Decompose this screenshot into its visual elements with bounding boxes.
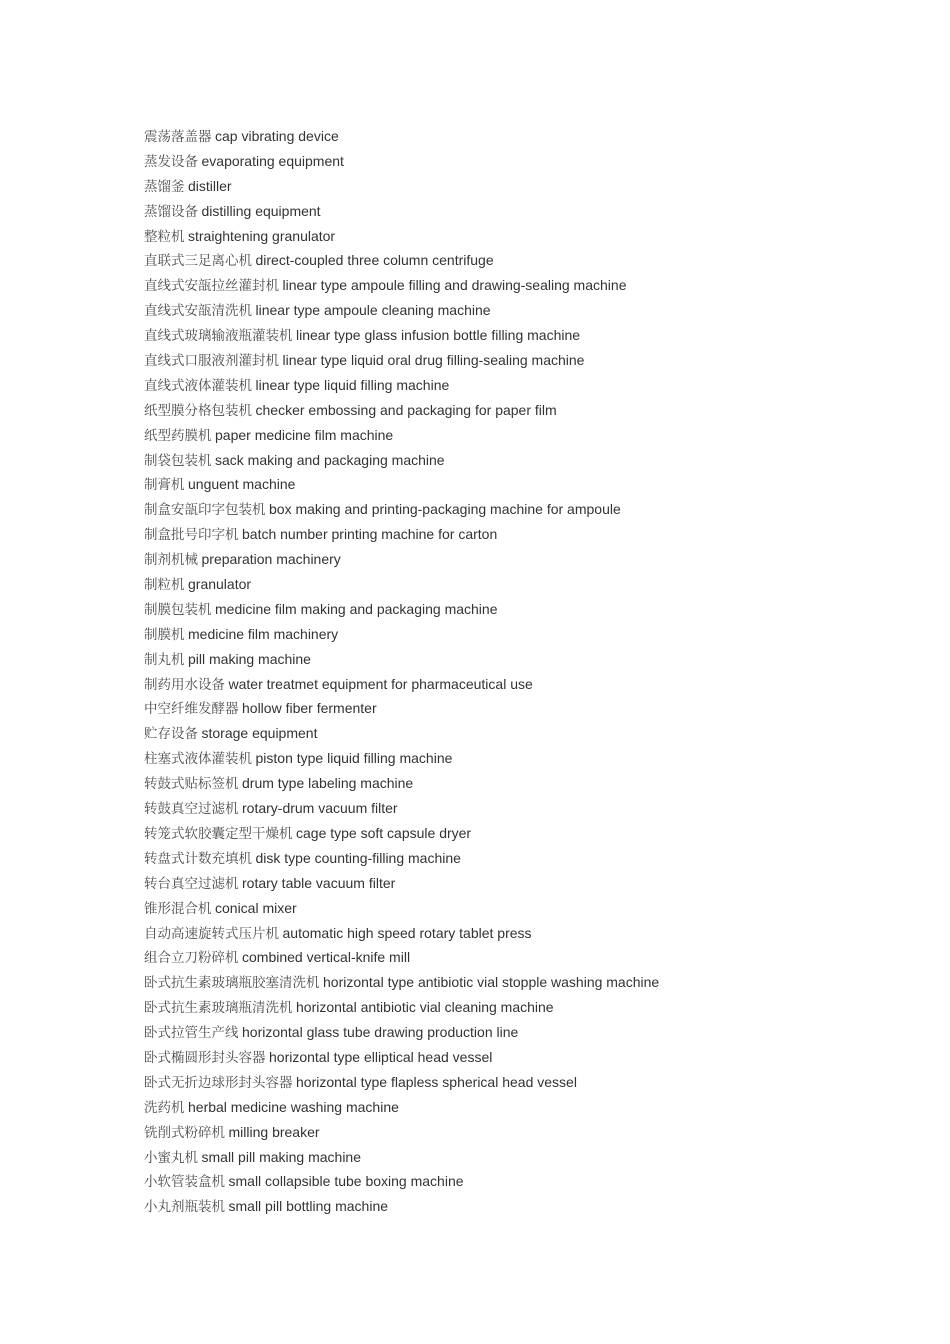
english-term: checker embossing and packaging for paper film xyxy=(255,401,557,418)
chinese-term: 纸型药膜机 xyxy=(144,427,212,444)
chinese-term: 直线式玻璃输液瓶灌装机 xyxy=(144,328,293,345)
english-term: direct-coupled three column centrifuge xyxy=(255,252,494,269)
english-term: box making and printing-packaging machine for ampoule xyxy=(269,501,621,518)
chinese-term: 铣削式粉碎机 xyxy=(144,1124,225,1141)
glossary-entry xyxy=(144,821,904,846)
chinese-term: 小软管装盒机 xyxy=(144,1174,225,1191)
chinese-term: 自动高速旋转式压片机 xyxy=(144,925,279,942)
glossary-entry xyxy=(144,124,904,149)
chinese-term: 制膜机 xyxy=(144,626,185,643)
glossary-entry xyxy=(144,672,904,697)
english-term: horizontal type antibiotic vial stopple washing machine xyxy=(323,974,660,991)
glossary-entry xyxy=(144,721,904,746)
chinese-term: 制盒安瓿印字包装机 xyxy=(144,502,266,519)
glossary-entry xyxy=(144,174,904,199)
chinese-term: 制药用水设备 xyxy=(144,676,225,693)
glossary-entry xyxy=(144,970,904,995)
chinese-term: 转笼式软胶囊定型干燥机 xyxy=(144,825,293,842)
chinese-term: 洗药机 xyxy=(144,1099,185,1116)
glossary-entry xyxy=(144,522,904,547)
english-term: rotary table vacuum filter xyxy=(242,874,396,891)
chinese-term: 直线式安瓿拉丝灌封机 xyxy=(144,278,279,295)
glossary-entry xyxy=(144,572,904,597)
glossary-entry xyxy=(144,696,904,721)
english-term: unguent machine xyxy=(188,476,296,493)
chinese-term: 转台真空过滤机 xyxy=(144,875,239,892)
chinese-term: 直线式液体灌装机 xyxy=(144,377,252,394)
glossary-entry xyxy=(144,746,904,771)
chinese-term: 直线式安瓿清洗机 xyxy=(144,303,252,320)
glossary-entry xyxy=(144,1169,904,1194)
chinese-term: 制丸机 xyxy=(144,651,185,668)
english-term: horizontal antibiotic vial cleaning machine xyxy=(296,999,554,1016)
glossary-entry xyxy=(144,647,904,672)
chinese-term: 组合立刀粉碎机 xyxy=(144,950,239,967)
english-term: herbal medicine washing machine xyxy=(188,1098,399,1115)
glossary-entry xyxy=(144,149,904,174)
english-term: paper medicine film machine xyxy=(215,426,394,443)
chinese-term: 整粒机 xyxy=(144,228,185,245)
english-term: batch number printing machine for carton xyxy=(242,526,498,543)
chinese-term: 蒸发设备 xyxy=(144,153,198,170)
glossary-entry xyxy=(144,1145,904,1170)
english-term: medicine film machinery xyxy=(188,625,339,642)
chinese-term: 制膏机 xyxy=(144,477,185,494)
chinese-term: 蒸馏釜 xyxy=(144,178,185,195)
english-term: disk type counting-filling machine xyxy=(255,849,461,866)
glossary-entry xyxy=(144,224,904,249)
glossary-entry xyxy=(144,871,904,896)
glossary-entry xyxy=(144,846,904,871)
chinese-term: 卧式抗生素玻璃瓶清洗机 xyxy=(144,1000,293,1017)
english-term: conical mixer xyxy=(215,899,297,916)
chinese-term: 小蜜丸机 xyxy=(144,1149,198,1166)
chinese-term: 制剂机械 xyxy=(144,552,198,569)
english-term: medicine film making and packaging machine xyxy=(215,600,498,617)
chinese-term: 小丸剂瓶装机 xyxy=(144,1199,225,1216)
chinese-term: 制盒批号印字机 xyxy=(144,527,239,544)
glossary-list xyxy=(144,124,904,1219)
glossary-entry xyxy=(144,472,904,497)
glossary-entry xyxy=(144,298,904,323)
english-term: evaporating equipment xyxy=(201,152,344,169)
glossary-entry xyxy=(144,448,904,473)
chinese-term: 卧式椭圆形封头容器 xyxy=(144,1049,266,1066)
english-term: cage type soft capsule dryer xyxy=(296,824,472,841)
chinese-term: 直线式口服液剂灌封机 xyxy=(144,353,279,370)
english-term: small collapsible tube boxing machine xyxy=(228,1173,464,1190)
glossary-entry xyxy=(144,547,904,572)
chinese-term: 贮存设备 xyxy=(144,726,198,743)
glossary-entry xyxy=(144,273,904,298)
glossary-entry xyxy=(144,622,904,647)
chinese-term: 转鼓真空过滤机 xyxy=(144,801,239,818)
glossary-entry xyxy=(144,248,904,273)
english-term: sack making and packaging machine xyxy=(215,451,445,468)
english-term: hollow fiber fermenter xyxy=(242,700,377,717)
glossary-entry xyxy=(144,1045,904,1070)
chinese-term: 转盘式计数充填机 xyxy=(144,850,252,867)
glossary-entry xyxy=(144,1120,904,1145)
english-term: horizontal type flapless spherical head vessel xyxy=(296,1073,577,1090)
chinese-term: 卧式抗生素玻璃瓶胶塞清洗机 xyxy=(144,975,320,992)
chinese-term: 震荡落盖器 xyxy=(144,129,212,145)
english-term: straightening granulator xyxy=(188,227,336,244)
glossary-entry xyxy=(144,896,904,921)
english-term: automatic high speed rotary tablet press xyxy=(282,924,532,941)
english-term: linear type glass infusion bottle filling machine xyxy=(296,327,581,344)
english-term: distiller xyxy=(188,177,232,194)
glossary-entry xyxy=(144,1095,904,1120)
english-term: combined vertical-knife mill xyxy=(242,949,411,966)
glossary-entry xyxy=(144,199,904,224)
chinese-term: 蒸馏设备 xyxy=(144,203,198,220)
english-term: horizontal type elliptical head vessel xyxy=(269,1048,493,1065)
chinese-term: 卧式无折边球形封头容器 xyxy=(144,1074,293,1091)
glossary-entry xyxy=(144,771,904,796)
glossary-entry xyxy=(144,398,904,423)
glossary-entry xyxy=(144,796,904,821)
glossary-entry xyxy=(144,323,904,348)
glossary-entry xyxy=(144,921,904,946)
english-term: distilling equipment xyxy=(201,202,321,219)
chinese-term: 卧式拉管生产线 xyxy=(144,1025,239,1042)
glossary-entry xyxy=(144,497,904,522)
glossary-entry xyxy=(144,423,904,448)
chinese-term: 纸型膜分格包装机 xyxy=(144,402,252,419)
chinese-term: 柱塞式液体灌装机 xyxy=(144,751,252,768)
english-term: linear type ampoule filling and drawing-sealing machine xyxy=(282,277,627,294)
english-term: drum type labeling machine xyxy=(242,775,414,792)
english-term: water treatmet equipment for pharmaceutical use xyxy=(228,675,533,692)
chinese-term: 转鼓式贴标签机 xyxy=(144,776,239,793)
english-term: milling breaker xyxy=(228,1123,320,1140)
chinese-term: 中空纤维发酵器 xyxy=(144,701,239,718)
english-term: granulator xyxy=(188,576,252,593)
english-term: linear type liquid filling machine xyxy=(255,376,450,393)
glossary-entry xyxy=(144,995,904,1020)
english-term: small pill bottling machine xyxy=(228,1198,389,1215)
english-term: storage equipment xyxy=(201,725,318,742)
english-term: cap vibrating device xyxy=(215,128,339,144)
chinese-term: 制膜包装机 xyxy=(144,601,212,618)
english-term: preparation machinery xyxy=(201,551,341,568)
glossary-entry xyxy=(144,597,904,622)
english-term: linear type liquid oral drug filling-sealing machine xyxy=(282,352,585,369)
english-term: piston type liquid filling machine xyxy=(255,750,453,767)
english-term: small pill making machine xyxy=(201,1148,362,1165)
chinese-term: 制粒机 xyxy=(144,577,185,594)
chinese-term: 直联式三足离心机 xyxy=(144,253,252,270)
glossary-entry xyxy=(144,373,904,398)
glossary-entry xyxy=(144,1020,904,1045)
glossary-entry xyxy=(144,945,904,970)
english-term: linear type ampoule cleaning machine xyxy=(255,302,491,319)
english-term: horizontal glass tube drawing production line xyxy=(242,1024,519,1041)
glossary-entry xyxy=(144,348,904,373)
chinese-term: 锥形混合机 xyxy=(144,900,212,917)
english-term: pill making machine xyxy=(188,650,311,667)
english-term: rotary-drum vacuum filter xyxy=(242,800,398,817)
glossary-entry xyxy=(144,1070,904,1095)
glossary-entry xyxy=(144,1194,904,1219)
chinese-term: 制袋包装机 xyxy=(144,452,212,469)
